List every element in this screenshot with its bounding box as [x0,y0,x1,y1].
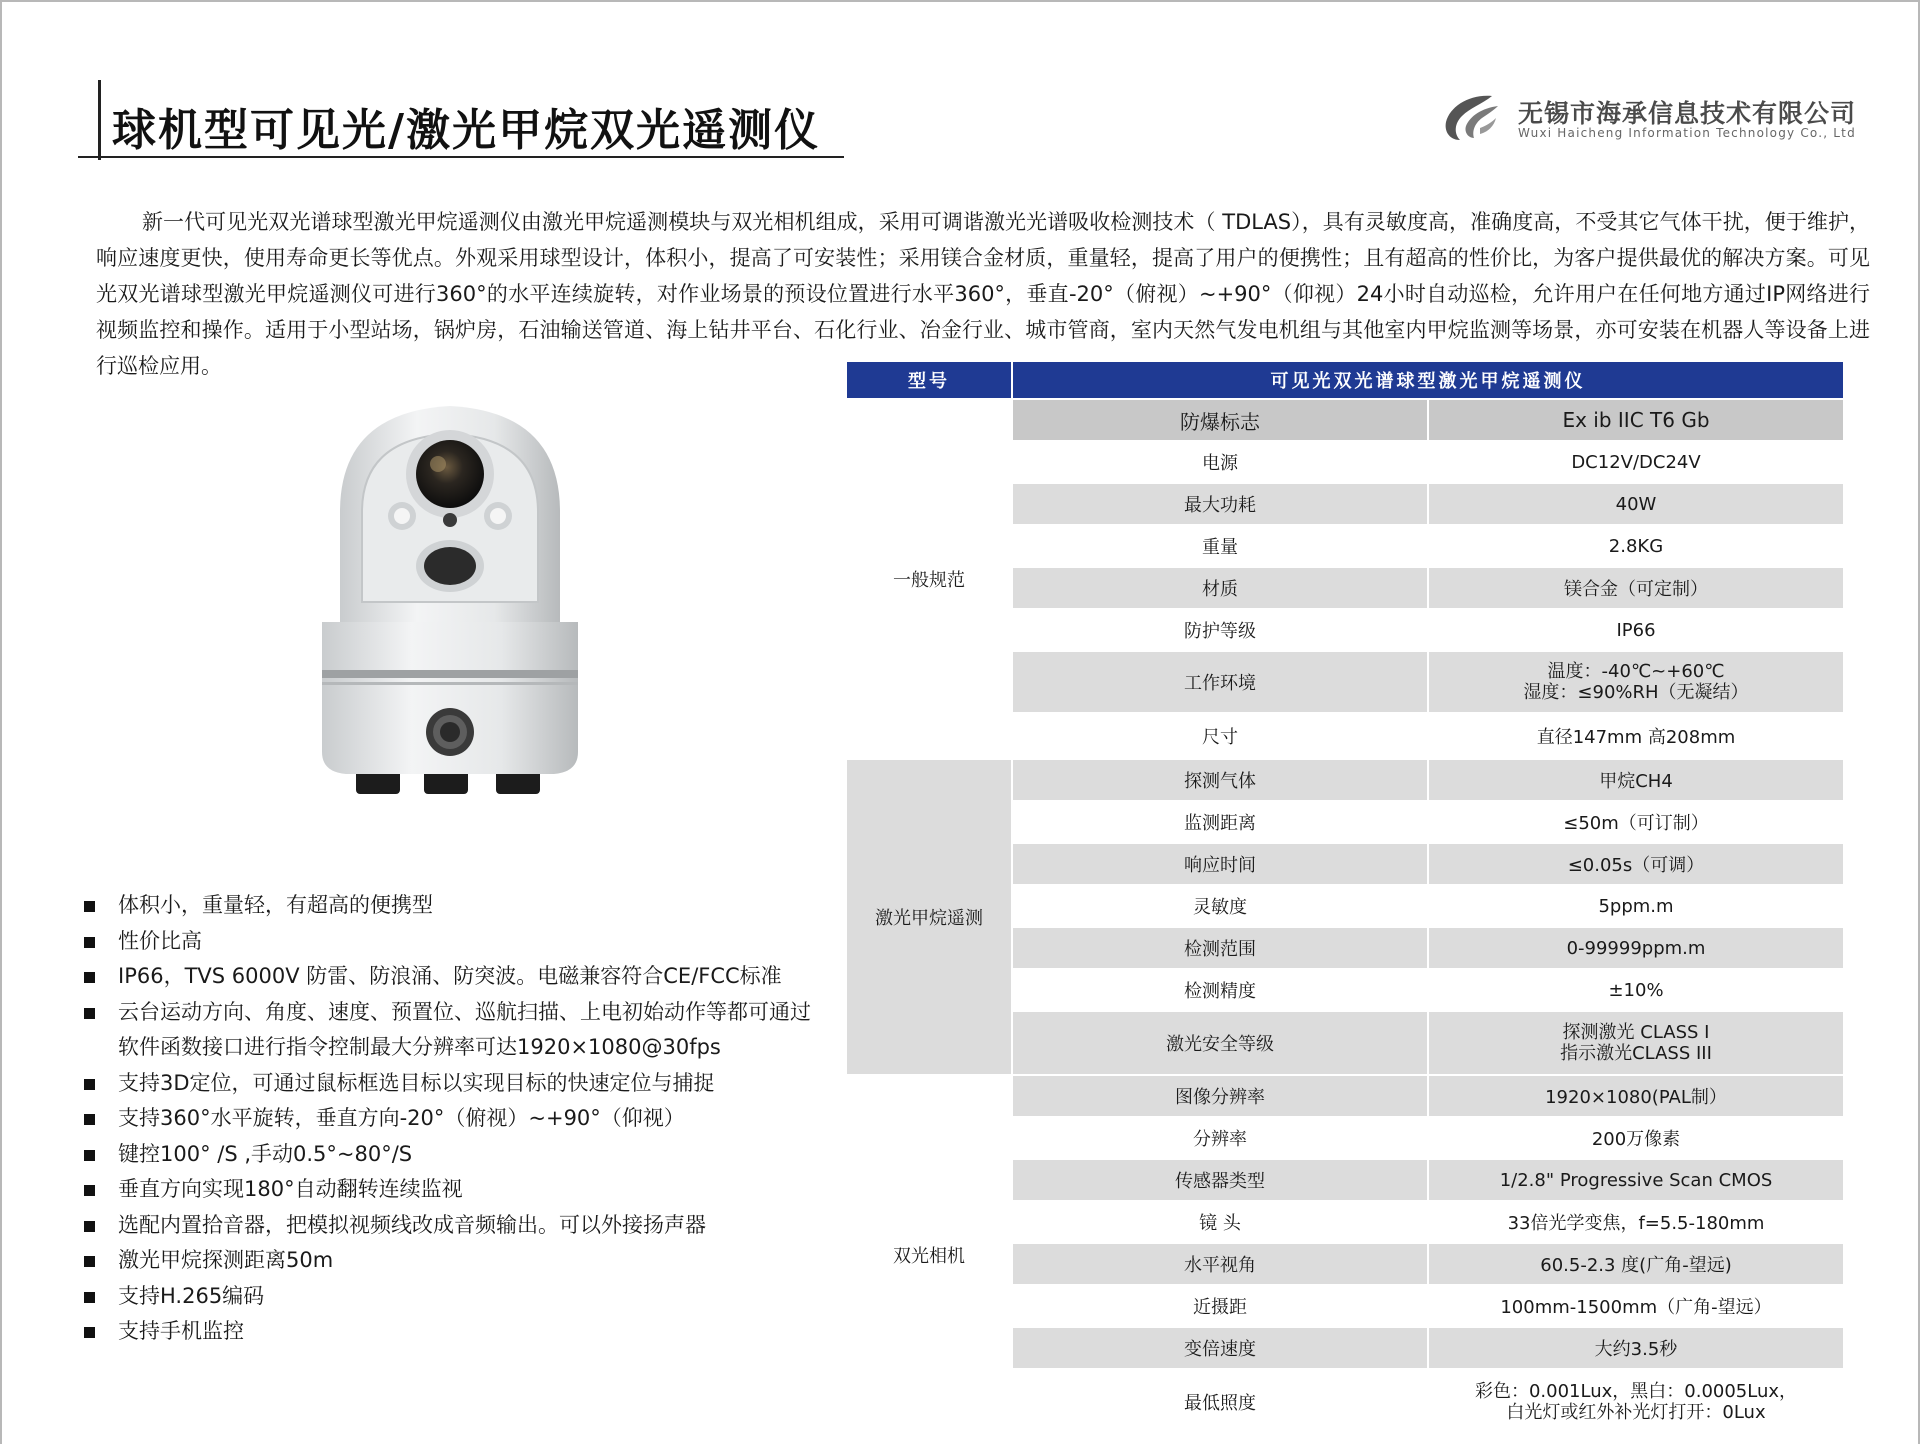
spec-value: ≤50m（可订制） [1428,801,1844,843]
spec-value-line: 湿度：≤90%RH（无凝结） [1523,682,1749,703]
spec-value: 40W [1428,483,1844,525]
feature-item: 支持360°水平旋转，垂直方向-20°（俯视）~+90°（仰视） [84,1101,824,1137]
feature-item: 键控100° /S ,手动0.5°~80°/S [84,1137,824,1173]
feature-item: 体积小，重量轻，有超高的便携型 [84,888,824,924]
spec-key: 检测精度 [1012,969,1428,1011]
bullet-icon [84,972,95,983]
spec-key: 检测范围 [1012,927,1428,969]
spec-value: 镁合金（可定制） [1428,567,1844,609]
group-general: 一般规范 [846,399,1012,759]
spec-value: IP66 [1428,609,1844,651]
spec-value [1428,1369,1844,1435]
bullet-icon [84,1327,95,1338]
feature-list [84,888,824,1350]
intro-paragraph: 新一代可见光双光谱球型激光甲烷遥测仪由激光甲烷遥测模块与双光相机组成，采用可调谐激光光谱吸收检测技术（ TDLAS），具有灵敏度高，准确度高，不受其它气体干扰，便于维护，响应速度更快，使用寿命更长等优点。外观采用球型设计，体积小，提高了可安装性；采用镁合金材质，重量轻，提高了用户的便携性；且有超高的性价比，为客户提供最优的解决方案。可见光双光谱球型激光甲烷遥测仪可进行360°的水平连续旋转，对作业场景的预设位置进行水平360°，垂直-20°（俯视）~+90°（仰视）24小时自动巡检，允许用户在任何地方通过IP网络进行视频监控和操作。适用于小型站场，锅炉房，石油输送管道、海上钻井平台、石化行业、冶金行业、城市管商，室内天然气发电机组与其他室内甲烷监测等场景，亦可安装在机器人等设备上进行巡检应用。 [96,210,1870,378]
feature-item: 垂直方向实现180°自动翻转连续监视 [84,1172,824,1208]
company-name-cn: 无锡市海承信息技术有限公司 [1518,99,1857,128]
bullet-icon [84,1150,95,1161]
spec-key: 材质 [1012,567,1428,609]
spec-value: Ex ib IIC T6 Gb [1428,399,1844,441]
spec-key: 监测距离 [1012,801,1428,843]
spec-value: 1920×1080(PAL制） [1428,1075,1844,1117]
group-camera: 双光相机 [846,1075,1012,1435]
spec-table [845,360,1845,1436]
spec-key: 传感器类型 [1012,1159,1428,1201]
spec-key: 最低照度 [1012,1369,1428,1435]
spec-value-line: 彩色：0.001Lux，黑白：0.0005Lux， [1474,1381,1798,1402]
spec-value: 0-99999ppm.m [1428,927,1844,969]
spec-value: 200万像素 [1428,1117,1844,1159]
spec-key: 重量 [1012,525,1428,567]
spec-key: 防爆标志 [1012,399,1428,441]
spec-value [1428,651,1844,713]
spec-value: 1/2.8" Progressive Scan CMOS [1428,1159,1844,1201]
spec-key: 电源 [1012,441,1428,483]
feature-item: 支持3D定位，可通过鼠标框选目标以实现目标的快速定位与捕捉 [84,1066,824,1102]
spec-key: 尺寸 [1012,713,1428,759]
bullet-icon [84,1292,95,1303]
spec-value: 甲烷CH4 [1428,759,1844,801]
bullet-icon [84,1221,95,1232]
spec-key: 工作环境 [1012,651,1428,713]
company-logo [1440,92,1860,148]
spec-key: 变倍速度 [1012,1327,1428,1369]
table-row [846,759,1844,801]
spec-value: 33倍光学变焦，f=5.5-180mm [1428,1201,1844,1243]
bullet-icon [84,1079,95,1090]
header-product: 可见光双光谱球型激光甲烷遥测仪 [1012,361,1844,399]
spec-key: 最大功耗 [1012,483,1428,525]
feature-item: 支持手机监控 [84,1314,824,1350]
spec-value: 100mm-1500mm（广角-望远） [1428,1285,1844,1327]
spec-value-line: 温度：-40℃~+60℃ [1547,661,1725,682]
spec-key: 图像分辨率 [1012,1075,1428,1117]
feature-item: 云台运动方向、角度、速度、预置位、巡航扫描、上电初始动作等都可通过软件函数接口进行指令控制最大分辨率可达1920×1080@30fps [84,995,824,1066]
spec-key: 防护等级 [1012,609,1428,651]
table-header-row [846,361,1844,399]
table-row [846,1075,1844,1117]
bullet-icon [84,901,95,912]
spec-value-line: 探测激光 CLASS I [1562,1022,1710,1043]
feature-item: 激光甲烷探测距离50m [84,1243,824,1279]
title-accent-bar [98,80,101,160]
header-model: 型号 [846,361,1012,399]
feature-item: IP66，TVS 6000V 防雷、防浪涌、防突波。电磁兼容符合CE/FCC标准 [84,959,824,995]
spec-value: 60.5-2.3 度(广角-望远) [1428,1243,1844,1285]
spec-value [1428,1011,1844,1075]
spec-key: 激光安全等级 [1012,1011,1428,1075]
bullet-icon [84,1008,95,1019]
group-laser: 激光甲烷遥测 [846,759,1012,1075]
spec-key: 分辨率 [1012,1117,1428,1159]
spec-value: 直径147mm 高208mm [1428,713,1844,759]
page-title: 球机型可见光/激光甲烷双光遥测仪 [112,105,821,156]
spec-key: 近摄距 [1012,1285,1428,1327]
spec-key: 镜 头 [1012,1201,1428,1243]
product-image [300,392,600,802]
spec-value-line: 白光灯或红外补光灯打开：0Lux [1506,1402,1766,1423]
table-row [846,399,1844,441]
spec-value: 5ppm.m [1428,885,1844,927]
bullet-icon [84,937,95,948]
spec-value: 大约3.5秒 [1428,1327,1844,1369]
feature-item: 支持H.265编码 [84,1279,824,1315]
spec-value: ≤0.05s（可调） [1428,843,1844,885]
spec-value: ±10% [1428,969,1844,1011]
feature-item: 选配内置拾音器，把模拟视频线改成音频输出。可以外接扬声器 [84,1208,824,1244]
bullet-icon [84,1185,95,1196]
spec-key: 响应时间 [1012,843,1428,885]
bullet-icon [84,1256,95,1267]
spec-value-line: 指示激光CLASS III [1560,1043,1712,1064]
feature-item: 性价比高 [84,924,824,960]
spec-key: 水平视角 [1012,1243,1428,1285]
company-logo-icon [1440,92,1502,144]
spec-key: 灵敏度 [1012,885,1428,927]
spec-value: 2.8KG [1428,525,1844,567]
spec-key: 探测气体 [1012,759,1428,801]
company-name-en: Wuxi Haicheng Information Technology Co., Ltd [1518,126,1856,140]
bullet-icon [84,1114,95,1125]
spec-value: DC12V/DC24V [1428,441,1844,483]
